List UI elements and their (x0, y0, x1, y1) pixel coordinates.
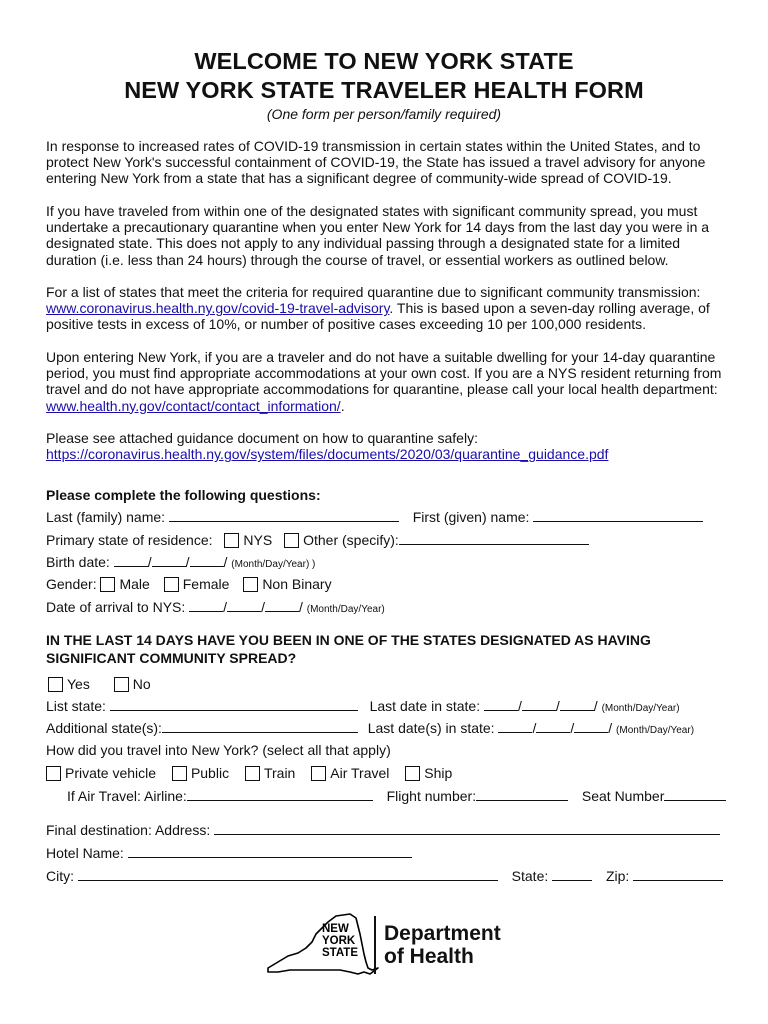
last-date-month-field[interactable] (484, 697, 518, 711)
last-dates-label: Last date(s) in state: (367, 720, 495, 736)
birth-month-field[interactable] (114, 553, 148, 567)
additional-state-field[interactable] (162, 719, 358, 733)
dept-line1: Department (384, 922, 501, 945)
date-separator: / (608, 720, 613, 736)
state-field[interactable] (552, 867, 592, 881)
air-travel-row (67, 787, 726, 805)
residence-row (46, 531, 589, 549)
seat-number-field[interactable] (664, 787, 726, 801)
date-separator: / (185, 554, 190, 570)
city-field[interactable] (78, 867, 498, 881)
last-dates-month-field[interactable] (498, 719, 532, 733)
other-state-checkbox[interactable] (284, 533, 299, 548)
city-label: City: (46, 868, 74, 884)
air-travel-label: Air Travel (330, 765, 390, 781)
paragraph-3-tail: . This is based upon a seven-day rolling average, of positive tests in excess of 10%, or number of positive cases exceeding 10 per 100,000 residents. (46, 300, 710, 333)
last-date-year-field[interactable] (560, 697, 594, 711)
department-of-health-wordmark (384, 922, 501, 968)
private-vehicle-label: Private vehicle (65, 765, 157, 781)
date-separator: / (532, 720, 537, 736)
birth-date-hint: (Month/Day/Year) ) (231, 559, 316, 570)
date-separator: / (223, 599, 228, 615)
arrival-row (46, 598, 385, 619)
paragraph-3-text: For a list of states that meet the criteria for required quarantine due to significant community transmission: (46, 284, 701, 300)
nys-label: NYS (243, 532, 273, 548)
birth-day-field[interactable] (152, 553, 186, 567)
travel-question-heading: IN THE LAST 14 DAYS HAVE YOU BEEN IN ONE OF THE STATES DESIGNATED AS HAVING SIGNIFICANT COMMUNITY SPREAD? (46, 632, 651, 666)
hotel-name-label: Hotel Name: (46, 845, 124, 861)
last-dates-year-field[interactable] (574, 719, 608, 733)
date-separator: / (555, 698, 560, 714)
public-checkbox[interactable] (172, 766, 187, 781)
travel-method-question: How did you travel into New York? (select all that apply) (46, 742, 391, 758)
logo-divider (374, 916, 376, 974)
list-state-label: List state: (46, 698, 106, 714)
zip-field[interactable] (633, 867, 723, 881)
state-label: State: (511, 868, 549, 884)
form-title-line1: WELCOME TO NEW YORK STATE (194, 48, 574, 74)
birth-year-field[interactable] (190, 553, 224, 567)
train-label: Train (263, 765, 296, 781)
first-name-field[interactable] (533, 508, 703, 522)
intro-paragraph-3 (46, 284, 726, 333)
birth-row (46, 553, 315, 574)
additional-state-row (46, 719, 694, 740)
arrival-month-field[interactable] (189, 598, 223, 612)
nys-logo-line2: YORK (322, 935, 356, 947)
intro-paragraph-4 (46, 349, 726, 414)
address-field[interactable] (214, 821, 720, 835)
non-binary-label: Non Binary (262, 576, 332, 592)
date-separator: / (223, 554, 228, 570)
gender-row (46, 575, 332, 593)
arrival-day-field[interactable] (227, 598, 261, 612)
last-dates-day-field[interactable] (536, 719, 570, 733)
birth-date-label: Birth date: (46, 554, 110, 570)
city-row (46, 867, 723, 885)
flight-number-field[interactable] (476, 787, 568, 801)
name-row (46, 508, 703, 526)
nys-checkbox[interactable] (224, 533, 239, 548)
hotel-name-field[interactable] (128, 844, 412, 858)
last-date-day-field[interactable] (522, 697, 556, 711)
additional-state-label: Additional state(s): (46, 720, 162, 736)
train-checkbox[interactable] (245, 766, 260, 781)
gender-label: Gender: (46, 576, 97, 592)
air-travel-checkbox[interactable] (311, 766, 326, 781)
no-checkbox[interactable] (114, 677, 129, 692)
form-subtitle: (One form per person/family required) (266, 106, 502, 122)
health-department-link[interactable]: www.health.ny.gov/contact/contact_information/ (46, 397, 341, 414)
yes-label: Yes (67, 676, 90, 692)
form-title-line2: NEW YORK STATE TRAVELER HEALTH FORM (124, 77, 644, 103)
last-name-field[interactable] (169, 508, 399, 522)
nys-logo-line1: NEW (322, 923, 349, 935)
other-state-field[interactable] (399, 531, 589, 545)
arrival-date-hint: (Month/Day/Year) (306, 604, 385, 615)
residence-label: Primary state of residence: (46, 532, 213, 548)
non-binary-checkbox[interactable] (243, 577, 258, 592)
yes-checkbox[interactable] (48, 677, 63, 692)
male-label: Male (119, 576, 150, 592)
public-label: Public (190, 765, 230, 781)
ship-label: Ship (424, 765, 453, 781)
date-separator: / (147, 554, 152, 570)
paragraph-4-text: Upon entering New York, if you are a traveler and do not have a suitable dwelling for your 14-day quarantine period, you must find appropriate accommodations at your own cost. If you are a NYS resident returning from travel and do not have appropriate accommodations for quarantine, please call your local health department: (46, 349, 722, 398)
last-dates-hint: (Month/Day/Year) (616, 725, 695, 736)
travel-method-row (46, 764, 452, 782)
list-state-field[interactable] (110, 697, 358, 711)
list-state-row (46, 697, 680, 718)
questions-heading: Please complete the following questions: (46, 487, 321, 503)
dept-line2: of Health (384, 945, 474, 968)
paragraph-5-text: Please see attached guidance document on how to quarantine safely: (46, 430, 478, 446)
date-separator: / (570, 720, 575, 736)
last-name-label: Last (family) name: (46, 509, 166, 525)
arrival-date-label: Date of arrival to NYS: (46, 599, 186, 615)
no-label: No (132, 676, 151, 692)
paragraph-4-tail: . (340, 397, 345, 414)
arrival-year-field[interactable] (265, 598, 299, 612)
last-date-hint: (Month/Day/Year) (601, 703, 680, 714)
intro-paragraph-2: If you have traveled from within one of the designated states with significant community spread, you must undertake a precautionary quarantine when you enter New York for 14 days from the last day you were in a designated state. This does not apply to any individual passing through a designated state for a limited duration (i.e. less than 24 hours) through the course of travel, or essential workers as outlined below. (46, 203, 710, 268)
ship-checkbox[interactable] (405, 766, 420, 781)
private-vehicle-checkbox[interactable] (46, 766, 61, 781)
address-label: Final destination: Address: (46, 822, 211, 838)
male-checkbox[interactable] (100, 577, 115, 592)
intro-paragraph-5 (46, 430, 726, 462)
female-checkbox[interactable] (164, 577, 179, 592)
intro-paragraph-1: In response to increased rates of COVID-19 transmission in certain states within the United States, and to protect New York's successful containment of COVID-19, the State has issued a travel advisory for anyone entering New York from a state that has a significant degree of community-wide spread of COVID-19. (46, 138, 706, 187)
last-date-label: Last date in state: (369, 698, 481, 714)
flight-number-label: Flight number: (386, 788, 477, 804)
yes-no-row (48, 675, 151, 693)
date-separator: / (261, 599, 265, 615)
airline-field[interactable] (187, 787, 373, 801)
travel-advisory-link[interactable]: www.coronavirus.health.ny.gov/covid-19-travel-advisory (46, 300, 390, 317)
date-separator: / (593, 698, 598, 714)
address-row (46, 821, 720, 839)
hotel-row (46, 844, 412, 862)
first-name-label: First (given) name: (412, 509, 530, 525)
other-state-label: Other (specify): (303, 532, 399, 548)
airline-label: If Air Travel: Airline: (67, 788, 187, 804)
date-separator: / (298, 599, 303, 615)
quarantine-guidance-link[interactable]: https://coronavirus.health.ny.gov/system/files/documents/2020/03/quarantine_guidance.pdf (46, 446, 609, 463)
female-label: Female (182, 576, 230, 592)
date-separator: / (518, 698, 522, 714)
seat-number-label: Seat Number (581, 788, 665, 804)
nys-logo-line3: STATE (322, 947, 358, 959)
zip-label: Zip: (605, 868, 630, 884)
